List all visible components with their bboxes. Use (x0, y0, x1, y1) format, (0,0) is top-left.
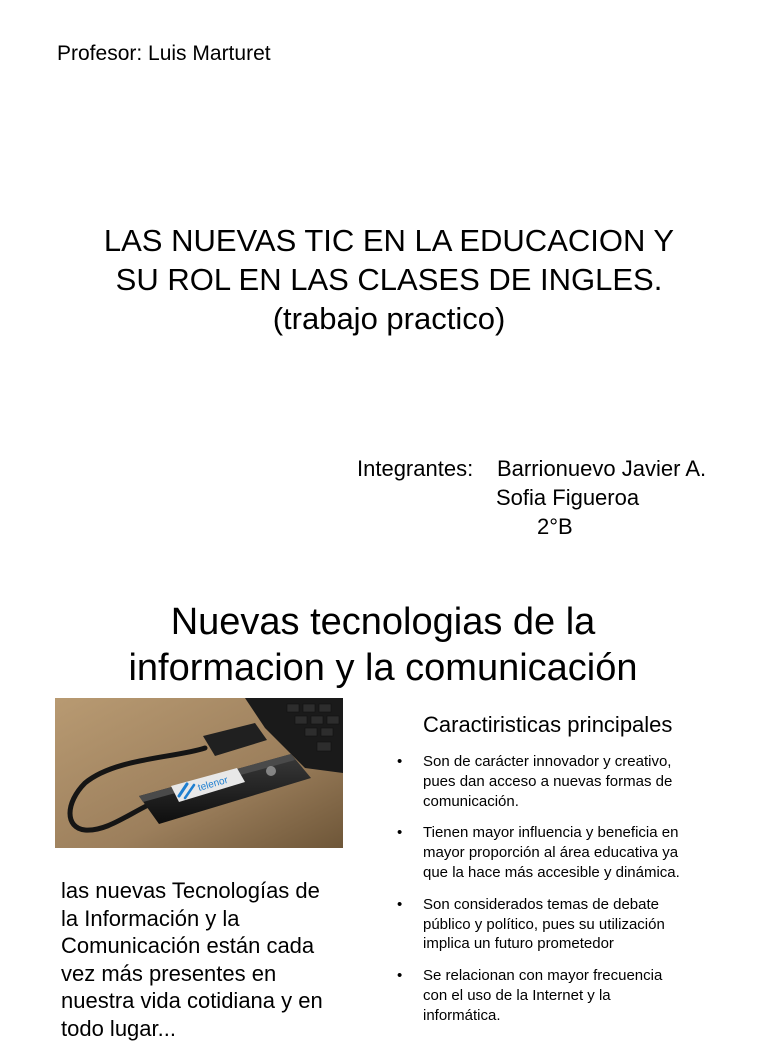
feature-line: mayor proporción al área educativa ya (423, 843, 757, 863)
intro-line: todo lugar... (61, 1015, 381, 1042)
feature-item (397, 966, 757, 1025)
bullet-icon: • (397, 752, 402, 772)
integrantes-label: Integrantes: (357, 456, 473, 482)
member-name: Barrionuevo Javier A. (497, 456, 706, 482)
bullet-icon: • (397, 966, 402, 986)
feature-item (397, 895, 757, 954)
bullet-icon: • (397, 823, 402, 843)
slide1-title-line: (trabajo practico) (0, 299, 768, 338)
feature-line: que la hace más accesible y dinámica. (423, 863, 757, 883)
feature-line: Tienen mayor influencia y beneficia en (423, 823, 757, 843)
intro-line: vez más presentes en (61, 960, 381, 988)
feature-line: Son considerados temas de debate (423, 895, 757, 915)
slide1-title (0, 221, 768, 338)
intro-paragraph (61, 877, 381, 1042)
slide2-title-line: informacion y la comunicación (0, 645, 766, 691)
intro-line: las nuevas Tecnologías de (61, 877, 381, 905)
slide2-title (0, 599, 766, 691)
feature-line: Son de carácter innovador y creativo, (423, 752, 757, 772)
slide1-title-line: LAS NUEVAS TIC EN LA EDUCACION Y (0, 221, 768, 260)
features-list (397, 752, 757, 1038)
usb-modem-photo (55, 698, 343, 848)
intro-line: Comunicación están cada (61, 932, 381, 960)
feature-line: informática. (423, 1006, 757, 1026)
slide1-title-line: SU ROL EN LAS CLASES DE INGLES. (0, 260, 768, 299)
feature-item (397, 752, 757, 811)
feature-line: Se relacionan con mayor frecuencia (423, 966, 757, 986)
intro-line: nuestra vida cotidiana y en (61, 987, 381, 1015)
slide2-title-line: Nuevas tecnologias de la (0, 599, 766, 645)
feature-item (397, 823, 757, 882)
features-heading: Caractiristicas principales (423, 712, 672, 738)
brand-text: telenor (197, 775, 230, 794)
feature-line: comunicación. (423, 792, 757, 812)
feature-line: con el uso de la Internet y la (423, 986, 757, 1006)
bullet-icon: • (397, 895, 402, 915)
feature-line: implica un futuro prometedor (423, 934, 757, 954)
professor-name: Profesor: Luis Marturet (57, 42, 271, 66)
intro-line: la Información y la (61, 905, 381, 933)
feature-line: pues dan acceso a nuevas formas de (423, 772, 757, 792)
group-label: 2°B (537, 514, 573, 540)
feature-line: público y político, pues su utilización (423, 915, 757, 935)
member-name: Sofia Figueroa (496, 485, 639, 511)
